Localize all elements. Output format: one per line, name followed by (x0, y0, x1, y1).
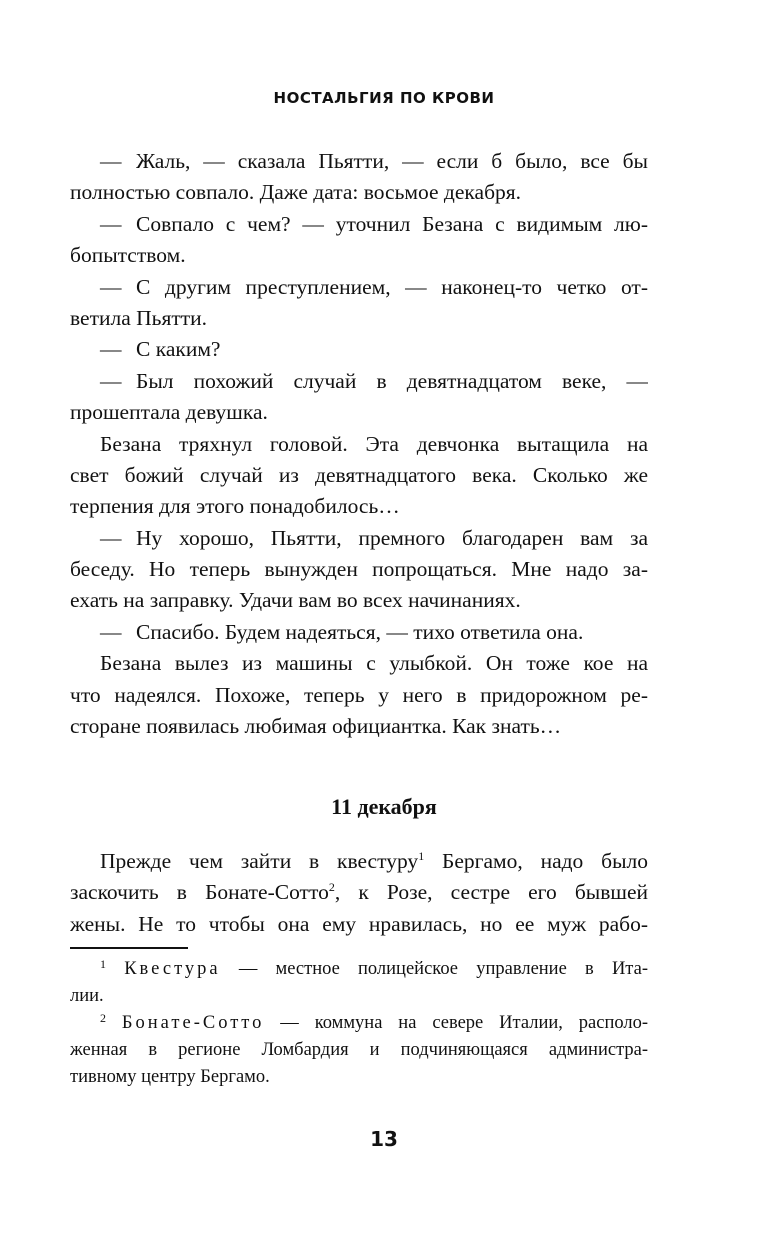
footnote-ref: 1 (418, 849, 425, 863)
footnote-ref: 2 (328, 880, 335, 895)
text-line: — С другим преступлением, — наконец-то четко от- (100, 274, 648, 299)
text-line: ветила Пьятти. (70, 305, 208, 330)
footnote-1-cont: лии. (70, 986, 104, 1006)
text-line: — Спасибо. Будем надеяться, — тихо ответила она. (100, 619, 584, 644)
text-line: свет божий случай из девятнадцатого века. Сколько же (70, 462, 648, 487)
footnote-2: $^2$ Бонате-Сотто — коммуна на севере Италии, располо- (100, 1011, 648, 1033)
footnote-1: $^1$ Квестура — местное полицейское управление в Ита- (100, 957, 648, 979)
text-line: — Совпало с чем? — уточнил Безана с видимым лю- (100, 211, 648, 236)
page-number: 13 (370, 1127, 398, 1151)
text-line: сторане появилась любимая официантка. Как знать… (70, 714, 562, 739)
section-heading: 11 декабря (331, 794, 437, 819)
text-line: Безана тряхнул головой. Эта девчонка вытащила на (100, 431, 648, 456)
footnote-divider (70, 947, 188, 949)
section-text (70, 846, 648, 940)
text-line: терпения для этого понадобилось… (70, 494, 400, 519)
text-line: — Ну хорошо, Пьятти, премного благодарен вам за (100, 525, 648, 550)
text-line: жены. Не то чтобы она ему нравилась, но ее муж рабо- (70, 911, 648, 936)
text-line: Прежде чем зайти в квестуру$^1$ Бергамо, надо было (100, 849, 648, 873)
text-line: — Был похожий случай в девятнадцатом веке, — (100, 368, 648, 393)
text-line: прошептала девушка. (70, 400, 268, 425)
footnotes (70, 956, 648, 1091)
text-line: заскочить в Бонате-Сотто$^2$, к Розе, сестре его бывшей (70, 880, 648, 905)
text-line: беседу. Но теперь вынужден попрощаться. Мне надо за- (70, 557, 648, 582)
text-line: — Жаль, — сказала Пьятти, — если б было, все бы (100, 149, 648, 173)
text-line: что надеялся. Похоже, теперь у него в придорожном ре- (70, 682, 648, 707)
text-line: бопытством. (70, 243, 186, 268)
text-line: полностью совпало. Даже дата: восьмое декабря. (70, 180, 522, 205)
text-line: ехать на заправку. Удачи вам во всех начинаниях. (70, 588, 521, 613)
text-line: — С каким? (100, 337, 221, 362)
footnote-2-cont: женная в регионе Ломбардия и подчиняющаяся администра- (70, 1040, 648, 1060)
dialogue-text (70, 146, 648, 742)
footnote-2-cont: тивному центру Бергамо. (70, 1067, 270, 1087)
running-head: НОСТАЛЬГИЯ ПО КРОВИ (273, 89, 495, 107)
text-line: Безана вылез из машины с улыбкой. Он тоже кое на (100, 651, 648, 676)
